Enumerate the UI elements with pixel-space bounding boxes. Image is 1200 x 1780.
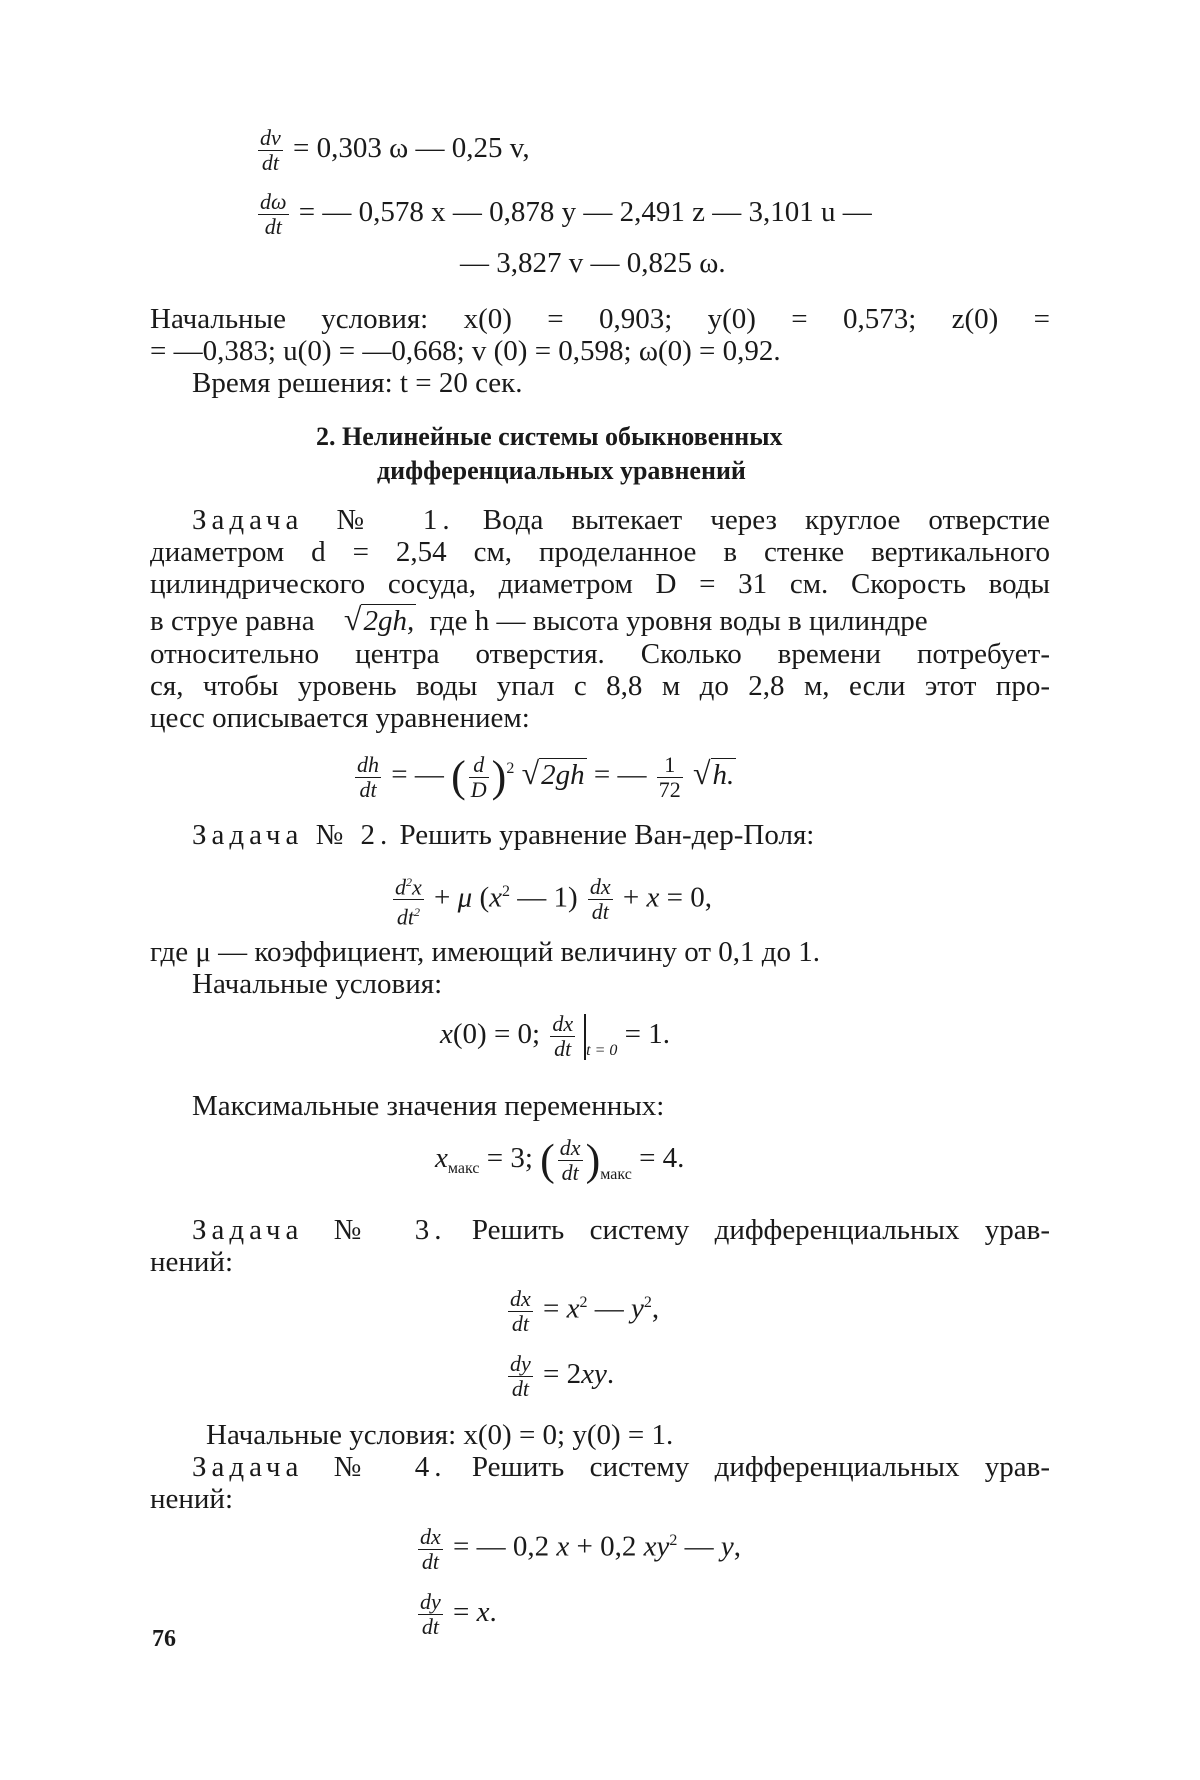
equation-task2-max: $x_{макс} = 3$; ( $\frac{dx}{dt}$ )$_{макс} = 4$. [435,1135,685,1185]
task4-line2: нений: [150,1483,234,1515]
task1-line7: цесс описывается уравнением: [150,702,530,734]
task1-line6: ся, чтобы уровень воды упал с 8,8 м до 2,8 м, если этот про- [150,670,1050,702]
equation-van-der-pol: $\frac{d^2x}{dt^2}$ + μ ($x^2$ — 1) $\frac{dx}{dt}$ + x = 0, [395,874,713,930]
task2-mu-line: где μ — коэффициент, имеющий величину от 0,1 до 1. [150,936,821,968]
task3-line1: Задача № 3. Решить систему дифференциальных урав- [192,1214,1051,1246]
equation-task4-dx: $\frac{dx}{dt}$ = — 0,2 x + 0,2 $xy^2$ — y, [420,1523,741,1574]
task3-line2: нений: [150,1246,234,1278]
section-title-line1: 2. Нелинейные системы обыкновенных [316,422,783,451]
equation-dv-dt: $\frac{dv}{dt}$ = 0,303 ω — 0,25 v, [260,125,530,175]
task3-initial: Начальные условия: x(0) = 0; y(0) = 1. [206,1419,674,1451]
equation-task2-initial: x(0) = 0; $\frac{dx}{dt}$ $_{t = 0}$ = 1. [440,1011,670,1061]
equation-dw-dt-cont: — 3,827 v — 0,825 ω. [460,247,726,279]
equation-task3-dy: $\frac{dy}{dt}$ = 2xy. [510,1351,615,1401]
task1-line2: диаметром d = 2,54 см, проделанное в стенке вертикального [150,536,1050,568]
task4-label: Задача № 4. [192,1451,447,1483]
task1-line1: Задача № 1. Вода вытекает через круглое отверстие [192,504,1051,536]
task1-line4: в струе равна √2gh, где h — высота уровня воды в цилиндре [150,601,928,637]
task1-line5: относительно центра отверстия. Сколько времени потребует- [150,638,1050,670]
task1-line3: цилиндрического сосуда, диаметром D = 31 см. Скорость воды [150,568,1050,600]
section-title-line2: дифференциальных уравнений [377,456,746,485]
task2-label: Задача № 2. [192,819,393,851]
task2-initial-label: Начальные условия: [192,968,443,1000]
task4-line1: Задача № 4. Решить систему дифференциальных урав- [192,1451,1051,1483]
initial-conditions-line2: = —0,383; u(0) = —0,668; v (0) = 0,598; ω(0) = 0,92. [150,335,781,367]
task1-label: Задача № 1. [192,504,455,536]
task2-line: Задача № 2. Решить уравнение Ван-дер-Поля: [192,819,815,851]
equation-task3-dx: $\frac{dx}{dt}$ = $x^2$ — $y^2$, [510,1285,660,1336]
equation-dw-dt: $\frac{d\omega}{dt}$ = — 0,578 x — 0,878 y — 2,491 z — 3,101 u — [260,189,872,239]
equation-task4-dy: $\frac{dy}{dt}$ = x. [420,1589,497,1639]
initial-conditions-line1: Начальные условия: x(0) = 0,903; y(0) = 0,573; z(0) = [150,303,1050,335]
task2-max-label: Максимальные значения переменных: [192,1090,665,1122]
equation-dh-dt: $\frac{dh}{dt}$ = — ( $\frac{d}{D}$ )$^2$ √2gh = — $\frac{1}{72}$ √h. [357,751,735,802]
solution-time: Время решения: t = 20 сек. [192,367,523,399]
task3-label: Задача № 3. [192,1214,447,1246]
page-number: 76 [152,1626,176,1652]
